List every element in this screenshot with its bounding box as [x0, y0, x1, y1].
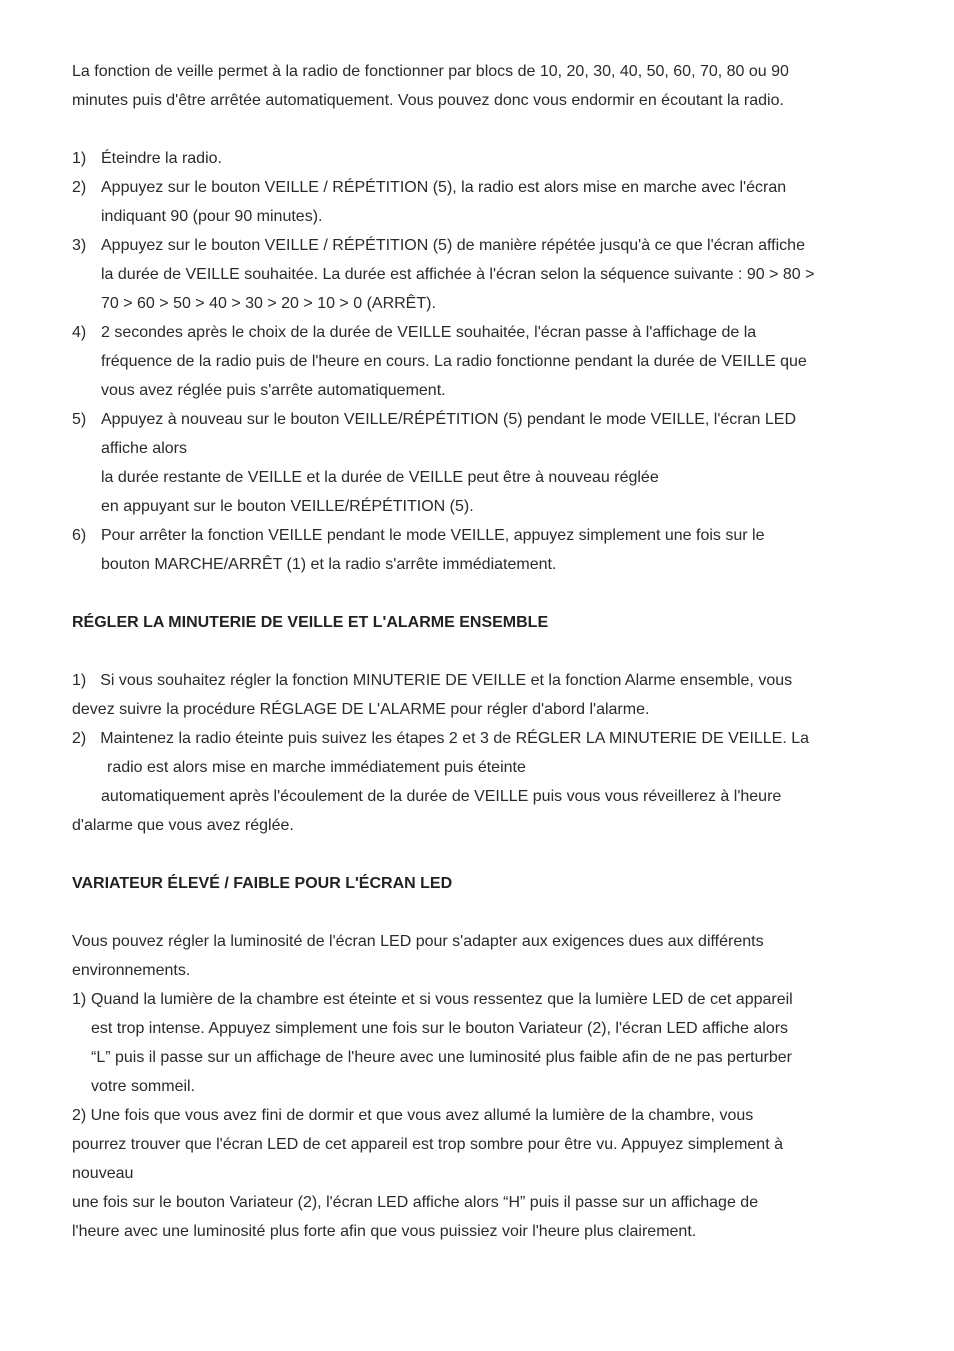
paragraph-line — [72, 666, 892, 695]
list-text: la durée restante de VEILLE et la durée de VEILLE peut être à nouveau réglée — [101, 469, 659, 486]
list-text: affiche alors — [101, 440, 187, 457]
list-number: 1) — [72, 672, 87, 689]
paragraph-text: Maintenez la radio éteinte puis suivez les étapes 2 et 3 de RÉGLER LA MINUTERIE DE VEILLE. La — [100, 730, 810, 747]
list-text: “L” puis il passe sur un affichage de l'heure avec une luminosité plus faible afin de ne pas perturber — [91, 1049, 792, 1066]
paragraph-line: environnements. — [72, 962, 191, 979]
list-item — [72, 144, 892, 173]
list-item-continuation — [72, 202, 892, 231]
list-text: est trop intense. Appuyez simplement une fois sur le bouton Variateur (2), l'écran LED affiche alors — [91, 1020, 789, 1037]
paragraph-line: devez suivre la procédure RÉGLAGE DE L'ALARME pour régler d'abord l'alarme. — [72, 701, 650, 718]
list-text: Éteindre la radio. — [101, 150, 222, 167]
paragraph-line: pourrez trouver que l'écran LED de cet appareil est trop sombre pour être vu. Appuyez simplement à — [72, 1136, 783, 1153]
paragraph-line: 2) Une fois que vous avez fini de dormir et que vous avez allumé la lumière de la chambre, vous — [72, 1107, 754, 1124]
list-number: 1) — [72, 991, 87, 1008]
list-number: 6) — [72, 527, 87, 544]
list-text: en appuyant sur le bouton VEILLE/RÉPÉTITION (5). — [101, 498, 474, 515]
list-item-continuation — [72, 434, 892, 463]
list-item-continuation — [72, 1043, 892, 1072]
paragraph-line: une fois sur le bouton Variateur (2), l'écran LED affiche alors “H” puis il passe sur un affichage de — [72, 1194, 759, 1211]
list-item — [72, 318, 892, 347]
document-page — [72, 57, 892, 1246]
list-item — [72, 173, 892, 202]
list-item-continuation — [72, 1014, 892, 1043]
list-item-continuation — [72, 492, 892, 521]
list-item-continuation — [72, 260, 892, 289]
list-number: 2) — [72, 179, 87, 196]
list-item-continuation — [72, 289, 892, 318]
list-text: la durée de VEILLE souhaitée. La durée est affichée à l'écran selon la séquence suivante : 90 > 80 > — [101, 266, 815, 283]
list-item-continuation — [72, 463, 892, 492]
list-item-continuation — [72, 1072, 892, 1101]
list-item — [72, 405, 892, 434]
sleep-steps-list — [72, 144, 892, 579]
list-text: Pour arrêter la fonction VEILLE pendant le mode VEILLE, appuyez simplement une fois sur le — [101, 527, 765, 544]
list-item — [72, 985, 892, 1014]
list-number: 5) — [72, 411, 87, 428]
list-item-continuation — [72, 347, 892, 376]
paragraph-line: l'heure avec une luminosité plus forte afin que vous puissiez voir l'heure plus clairement. — [72, 1223, 697, 1240]
dimmer-steps-list — [72, 985, 892, 1101]
section-heading: RÉGLER LA MINUTERIE DE VEILLE ET L'ALARME ENSEMBLE — [72, 614, 549, 631]
list-text: Appuyez à nouveau sur le bouton VEILLE/RÉPÉTITION (5) pendant le mode VEILLE, l'écran LED — [101, 411, 796, 428]
list-text: 2 secondes après le choix de la durée de VEILLE souhaitée, l'écran passe à l'affichage de la — [101, 324, 757, 341]
list-item — [72, 521, 892, 550]
paragraph-line: automatiquement après l'écoulement de la durée de VEILLE puis vous vous réveillerez à l'heure — [101, 788, 782, 805]
list-text: 70 > 60 > 50 > 40 > 30 > 20 > 10 > 0 (ARRÊT). — [101, 295, 436, 312]
paragraph-line: d'alarme que vous avez réglée. — [72, 817, 294, 834]
paragraph-line — [72, 724, 892, 753]
paragraph-text: Si vous souhaitez régler la fonction MINUTERIE DE VEILLE et la fonction Alarme ensemble, vous — [100, 672, 793, 689]
section-heading: VARIATEUR ÉLEVÉ / FAIBLE POUR L'ÉCRAN LED — [72, 875, 453, 892]
list-text: Appuyez sur le bouton VEILLE / RÉPÉTITION (5) de manière répétée jusqu'à ce que l'écran affiche — [101, 237, 805, 254]
list-item-continuation — [72, 550, 892, 579]
list-text: Quand la lumière de la chambre est éteinte et si vous ressentez que la lumière LED de cet appareil — [91, 991, 793, 1008]
list-text: votre sommeil. — [91, 1078, 196, 1095]
list-number: 3) — [72, 237, 87, 254]
list-number: 2) — [72, 730, 87, 747]
list-item-continuation — [72, 376, 892, 405]
paragraph-line: radio est alors mise en marche immédiatement puis éteinte — [107, 759, 526, 776]
paragraph-line: Vous pouvez régler la luminosité de l'écran LED pour s'adapter aux exigences dues aux différents — [72, 933, 764, 950]
paragraph-line: nouveau — [72, 1165, 134, 1182]
list-text: fréquence de la radio puis de l'heure en cours. La radio fonctionne pendant la durée de VEILLE que — [101, 353, 807, 370]
list-item — [72, 231, 892, 260]
list-number: 4) — [72, 324, 87, 341]
intro-line: La fonction de veille permet à la radio de fonctionner par blocs de 10, 20, 30, 40, 50, 60, 70, 80 ou 90 — [72, 63, 789, 80]
list-text: indiquant 90 (pour 90 minutes). — [101, 208, 323, 225]
list-text: bouton MARCHE/ARRÊT (1) et la radio s'arrête immédiatement. — [101, 556, 557, 573]
list-text: vous avez réglée puis s'arrête automatiquement. — [101, 382, 446, 399]
list-number: 1) — [72, 150, 87, 167]
intro-line: minutes puis d'être arrêtée automatiquement. Vous pouvez donc vous endormir en écoutant la radio. — [72, 92, 784, 109]
list-text: Appuyez sur le bouton VEILLE / RÉPÉTITION (5), la radio est alors mise en marche avec l'écran — [101, 179, 787, 196]
